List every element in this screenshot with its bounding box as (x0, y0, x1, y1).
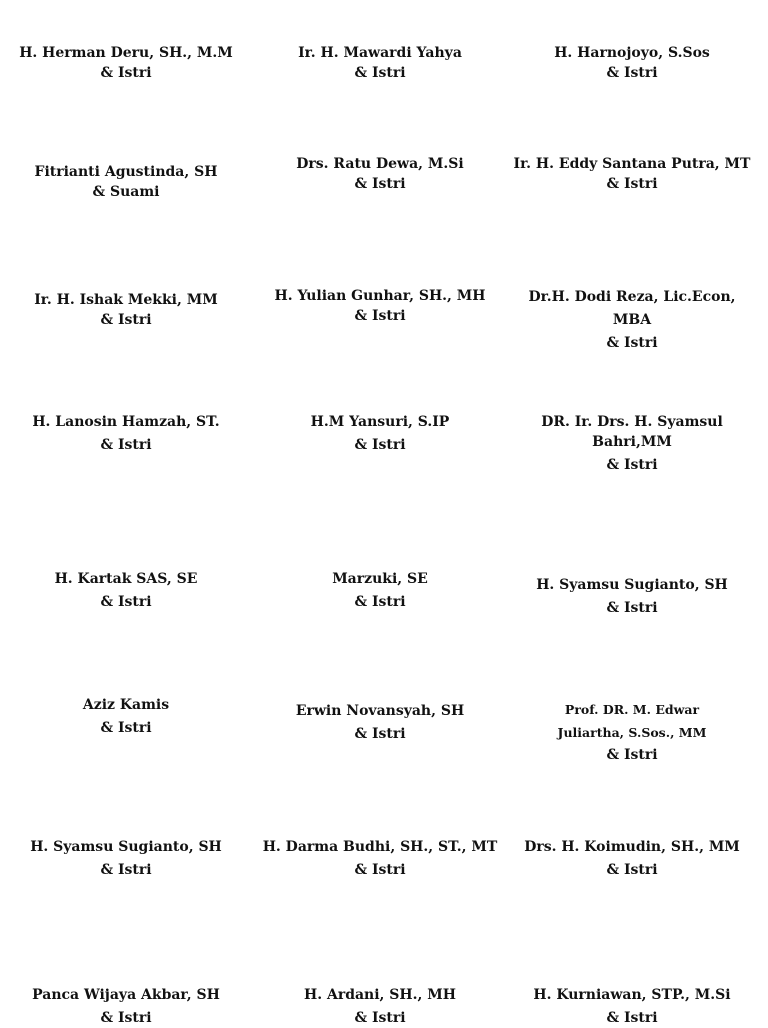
label-edwar-juliartha (512, 698, 752, 767)
guest-partner: & Istri (606, 335, 658, 351)
guest-name: Ir. H. Mawardi Yahya (298, 45, 462, 61)
guest-name-line1: DR. Ir. Drs. H. Syamsul (541, 414, 723, 430)
label-marzuki (260, 569, 500, 612)
label-herman-deru (6, 43, 246, 83)
guest-name: Drs. H. Koimudin, SH., MM (524, 839, 740, 855)
guest-name: H. Harnojoyo, S.Sos (554, 45, 710, 61)
guest-name-line2: Juliartha, S.Sos., MM (557, 725, 707, 740)
label-darma-budhi (260, 837, 500, 880)
guest-name: Erwin Novansyah, SH (295, 703, 465, 719)
label-panca-wijaya-akbar (6, 985, 246, 1028)
guest-partner: & Istri (100, 720, 152, 736)
guest-partner: & Istri (606, 457, 658, 473)
label-lanosin-hamzah (6, 412, 246, 455)
label-mawardi-yahya (260, 43, 500, 83)
guest-name-line1: Prof. DR. M. Edwar (564, 702, 700, 717)
guest-partner: & Istri (606, 65, 658, 81)
label-syamsul-bahri (512, 412, 752, 475)
label-yansuri (260, 412, 500, 455)
label-erwin-novansyah (260, 701, 500, 744)
guest-partner: & Istri (354, 308, 406, 324)
guest-name: Panca Wijaya Akbar, SH (32, 987, 220, 1003)
guest-partner: & Istri (606, 1010, 658, 1026)
label-eddy-santana-putra (512, 154, 752, 194)
guest-partner: & Istri (354, 594, 406, 610)
guest-name: Ir. H. Eddy Santana Putra, MT (513, 156, 751, 172)
label-aziz-kamis (6, 695, 246, 738)
guest-partner: & Istri (354, 176, 406, 192)
guest-partner: & Istri (100, 312, 152, 328)
guest-partner: & Istri (606, 176, 658, 192)
guest-name: H. Ardani, SH., MH (303, 987, 456, 1003)
guest-partner: & Suami (92, 184, 160, 200)
label-kartak-sas (6, 569, 246, 612)
label-harnojoyo (512, 43, 752, 83)
guest-partner: & Istri (606, 862, 658, 878)
guest-name-line1: Dr.H. Dodi Reza, Lic.Econ, (528, 289, 736, 305)
guest-name: H. Lanosin Hamzah, ST. (32, 414, 220, 430)
guest-name: Drs. Ratu Dewa, M.Si (296, 156, 464, 172)
label-ishak-mekki (6, 290, 246, 330)
label-yulian-gunhar (260, 286, 500, 326)
guest-name: H.M Yansuri, S.IP (310, 414, 450, 430)
guest-partner: & Istri (100, 65, 152, 81)
label-ardani (260, 985, 500, 1028)
label-ratu-dewa (260, 154, 500, 194)
guest-name: H. Herman Deru, SH., M.M (19, 45, 233, 61)
guest-partner: & Istri (354, 65, 406, 81)
label-dodi-reza (512, 287, 752, 353)
guest-name: H. Yulian Gunhar, SH., MH (274, 288, 486, 304)
guest-partner: & Istri (354, 726, 406, 742)
guest-partner: & Istri (100, 1010, 152, 1026)
guest-name: H. Kurniawan, STP., M.Si (533, 987, 731, 1003)
label-syamsu-sugianto-2 (6, 837, 246, 880)
guest-name-line2: Bahri,MM (592, 434, 672, 450)
guest-name: H. Darma Budhi, SH., ST., MT (262, 839, 498, 855)
guest-name: Marzuki, SE (332, 571, 428, 587)
guest-partner: & Istri (354, 862, 406, 878)
guest-partner: & Istri (100, 594, 152, 610)
guest-partner: & Istri (354, 1010, 406, 1026)
guest-name: H. Syamsu Sugianto, SH (30, 839, 222, 855)
guest-partner: & Istri (606, 600, 658, 616)
guest-partner: & Istri (100, 862, 152, 878)
guest-name: H. Syamsu Sugianto, SH (536, 577, 728, 593)
guest-partner: & Istri (100, 437, 152, 453)
guest-name: Fitrianti Agustinda, SH (34, 164, 218, 180)
guest-partner: & Istri (354, 437, 406, 453)
label-koimudin (512, 837, 752, 880)
label-kurniawan (512, 985, 752, 1028)
guest-name: H. Kartak SAS, SE (54, 571, 198, 587)
guest-name: Ir. H. Ishak Mekki, MM (34, 292, 218, 308)
guest-name-line2: MBA (612, 312, 652, 328)
guest-name: Aziz Kamis (82, 697, 170, 713)
guest-partner: & Istri (606, 747, 658, 763)
label-syamsu-sugianto-1 (512, 575, 752, 618)
label-fitrianti-agustinda (6, 162, 246, 202)
